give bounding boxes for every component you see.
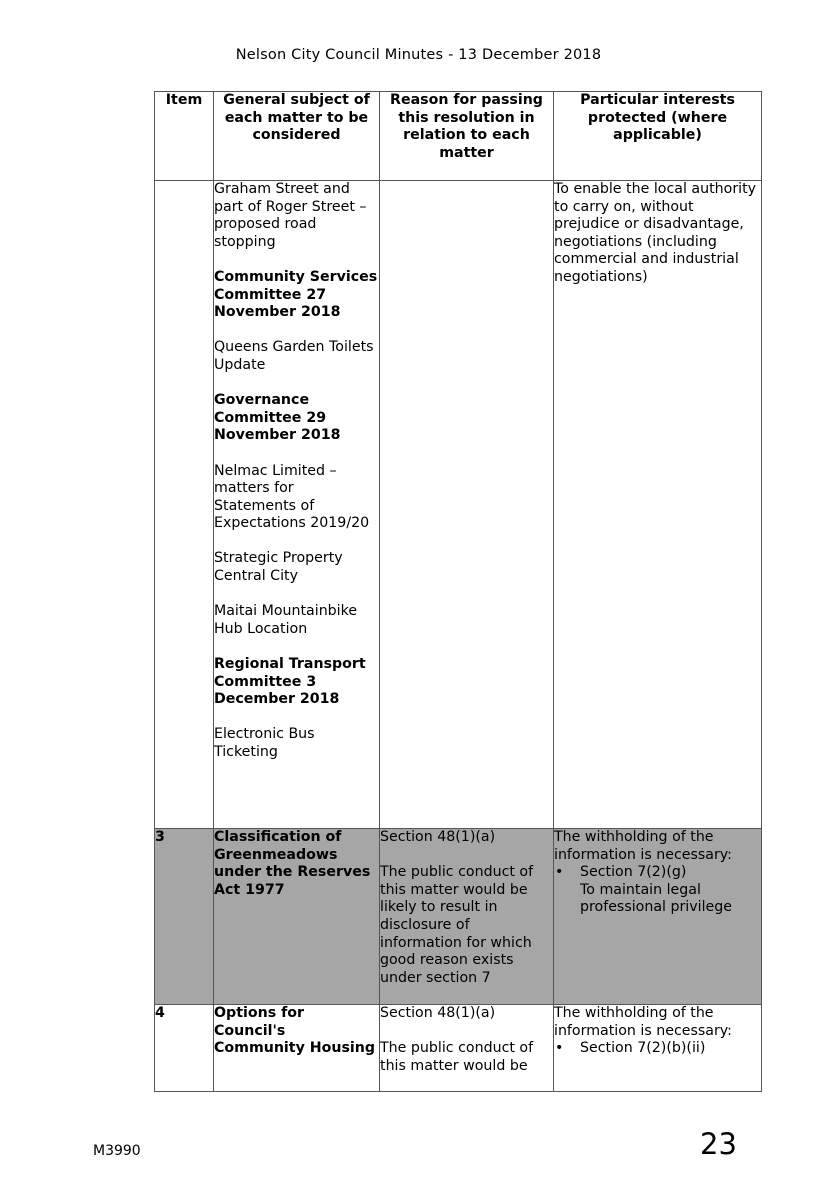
interest-bullet: • Section 7(2)(b)(ii) [555, 1040, 706, 1057]
subject-heading: Governance Committee 29 November 2018 [214, 392, 341, 444]
reason-section: Section 48(1)(a) [380, 829, 496, 845]
reason-section: Section 48(1)(a) [380, 1005, 496, 1021]
subject-heading: Community Services Committee 27 November 2018 [214, 268, 378, 321]
item-number: 3 [155, 829, 214, 1005]
table-row-4 [155, 1005, 762, 1092]
subject-line: Maitai Mountainbike Hub Location [214, 603, 358, 637]
page-number: 23 [700, 1127, 737, 1161]
subject-title: Options for Council's Community Housing [214, 1005, 380, 1092]
interest-sub: To maintain legal professional privilege [580, 881, 732, 916]
page-header: Nelson City Council Minutes - 13 December 2018 [235, 47, 602, 63]
subject-line: Strategic Property Central City [214, 550, 343, 585]
subject-heading: Regional Transport Committee 3 December 2018 [214, 656, 366, 708]
item-cell [155, 181, 214, 829]
interest-text: To enable the local authority to carry on, without prejudice or disadvantage, negotiations (including commercial and industrial negotiations) [554, 181, 757, 285]
subject-line: Graham Street and part of Roger Street – proposed road stopping [214, 181, 367, 250]
bullet-icon: • [555, 1040, 564, 1057]
interest-cell [554, 181, 762, 829]
interest-bullet: • Section 7(2)(g) [555, 864, 687, 881]
table-row-3 [155, 829, 762, 1005]
bullet-icon: • [555, 864, 564, 881]
reason-cell [380, 1005, 554, 1092]
reason-text: The public conduct of this matter would be [380, 1040, 534, 1074]
column-header-interests: Particular interests protected (where applicable) [554, 92, 762, 181]
document-reference: M3990 [93, 1143, 141, 1159]
interest-intro: The withholding of the information is necessary: [554, 829, 732, 863]
reason-cell [380, 829, 554, 1005]
subject-line: Electronic Bus Ticketing [214, 726, 315, 760]
reason-cell [380, 181, 554, 829]
public-excluded-table [154, 91, 762, 1092]
table-header-row [155, 92, 762, 181]
interest-cell [554, 829, 762, 1005]
subject-line: Nelmac Limited – matters for Statements of Expectations 2019/20 [214, 462, 370, 532]
table-row-continuation [155, 181, 762, 829]
interest-cell [554, 1005, 762, 1092]
subject-line: Queens Garden Toilets Update [214, 339, 374, 373]
interest-intro: The withholding of the information is necessary: [554, 1005, 732, 1039]
subject-title: Classification of Greenmeadows under the Reserves Act 1977 [214, 829, 380, 1005]
item-number: 4 [155, 1005, 214, 1092]
column-header-subject: General subject of each matter to be considered [214, 92, 380, 181]
reason-text: The public conduct of this matter would be likely to result in disclosure of information for which good reason exists under section 7 [380, 864, 534, 986]
column-header-reason: Reason for passing this resolution in relation to each matter [380, 92, 554, 181]
column-header-item: Item [155, 92, 214, 181]
subject-cell [214, 181, 380, 829]
